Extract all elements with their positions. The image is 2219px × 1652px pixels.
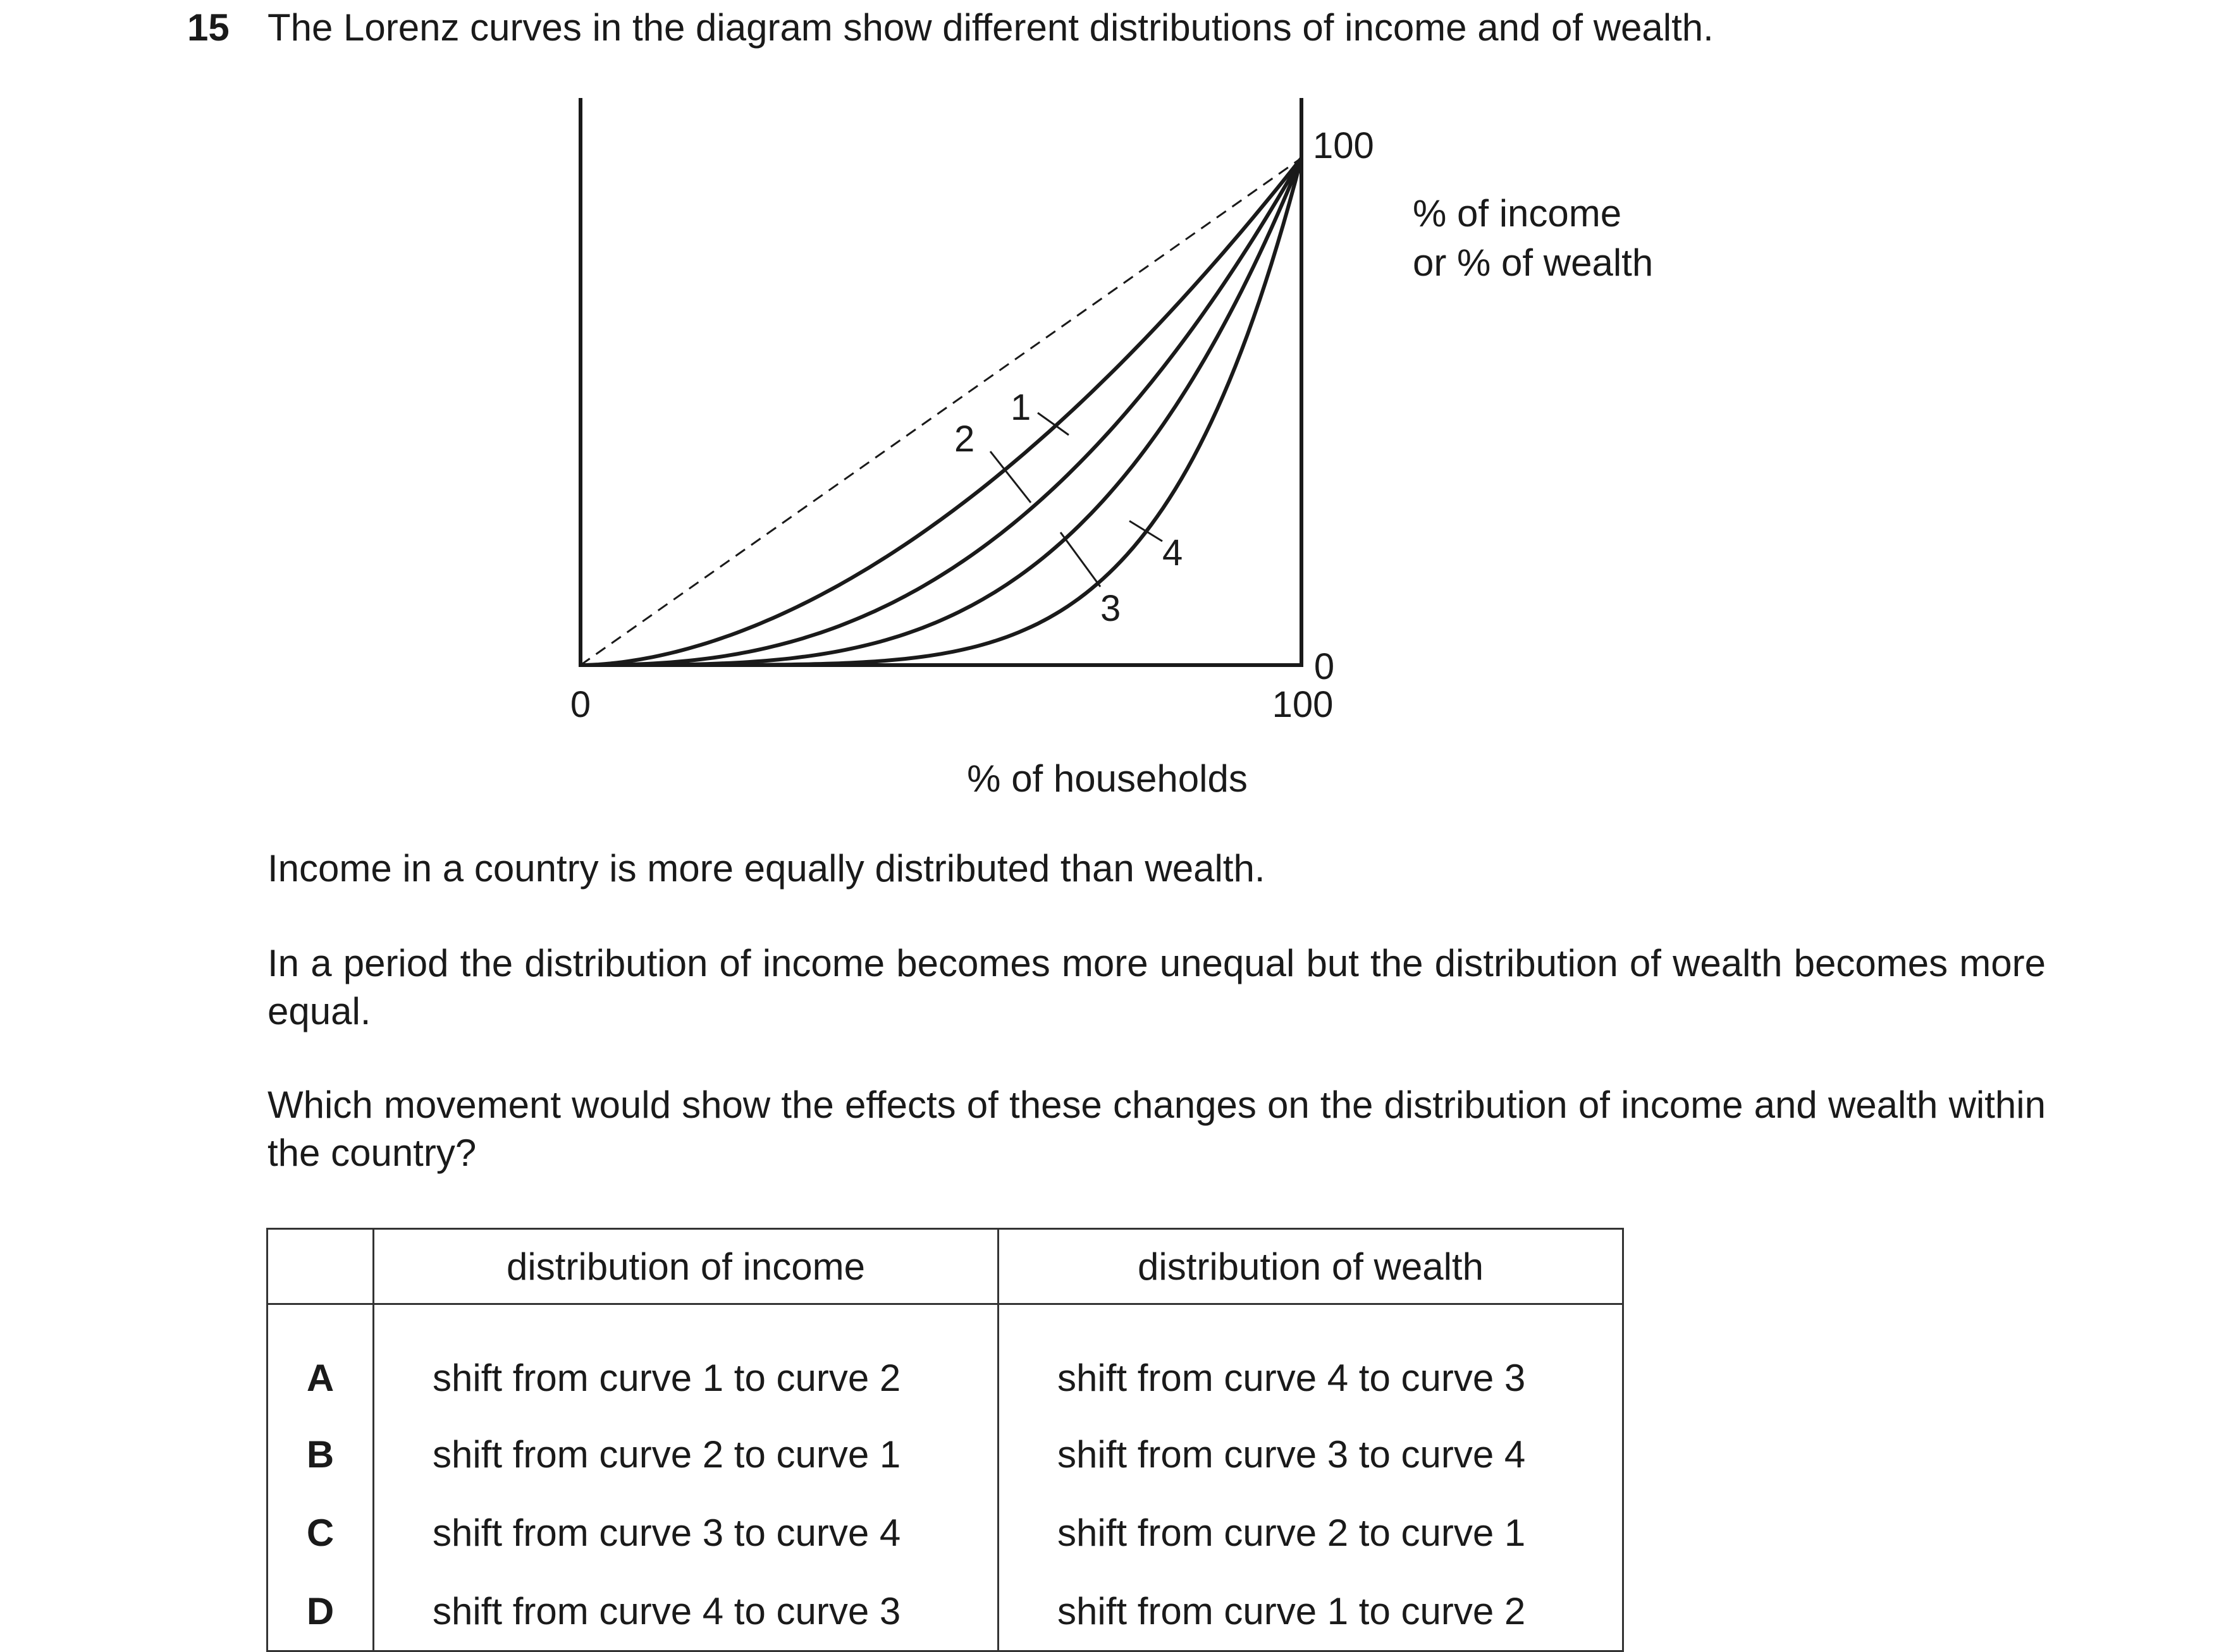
curve-label-2: 2 — [954, 419, 975, 460]
curve-label-3: 3 — [1100, 588, 1121, 629]
paragraph-3: Which movement would show the effects of these changes on the distribution of income and wealth within the country? — [267, 1084, 2046, 1174]
curve-label-1: 1 — [1011, 387, 1031, 428]
y-axis-title-line2: or % of wealth — [1413, 242, 1654, 284]
option-letter: B — [267, 1415, 374, 1493]
x-end-label: 100 — [1272, 684, 1334, 725]
table-header-wealth: distribution of wealth — [999, 1229, 1623, 1304]
option-wealth: shift from curve 4 to curve 3 — [999, 1304, 1623, 1416]
answer-options-table — [266, 1228, 1624, 1652]
line-of-equality — [581, 158, 1301, 665]
option-wealth: shift from curve 3 to curve 4 — [999, 1415, 1623, 1493]
option-row-d[interactable] — [267, 1572, 1623, 1651]
option-letter: C — [267, 1493, 374, 1572]
option-income: shift from curve 1 to curve 2 — [374, 1304, 999, 1416]
question-stem: The Lorenz curves in the diagram show different distributions of income and of wealth. — [267, 6, 1714, 49]
option-row-c[interactable] — [267, 1493, 1623, 1572]
option-letter: A — [267, 1304, 374, 1416]
x-axis-title: % of households — [967, 757, 1248, 800]
option-income: shift from curve 4 to curve 3 — [374, 1572, 999, 1651]
option-wealth: shift from curve 1 to curve 2 — [999, 1572, 1623, 1651]
curve-3-leader — [1060, 532, 1100, 587]
option-income: shift from curve 2 to curve 1 — [374, 1415, 999, 1493]
table-header-row — [267, 1229, 1623, 1304]
option-letter: D — [267, 1572, 374, 1651]
table-header-income: distribution of income — [374, 1229, 999, 1304]
paragraph-2: In a period the distribution of income becomes more unequal but the distribution of wealth becomes more equal. — [267, 942, 2046, 1032]
curve-4-leader — [1129, 521, 1162, 541]
y-top-label: 100 — [1313, 125, 1374, 166]
y-bottom-label: 0 — [1313, 646, 1335, 687]
question-number: 15 — [187, 6, 230, 49]
option-row-b[interactable] — [267, 1415, 1623, 1493]
x-origin-label: 0 — [570, 684, 591, 725]
option-income: shift from curve 3 to curve 4 — [374, 1493, 999, 1572]
table-header-blank — [267, 1229, 374, 1304]
option-row-a[interactable] — [267, 1304, 1623, 1416]
paragraph-1: Income in a country is more equally distributed than wealth. — [267, 847, 1265, 890]
y-axis-title-line1: % of income — [1413, 192, 1622, 235]
option-wealth: shift from curve 2 to curve 1 — [999, 1493, 1623, 1572]
curve-label-4: 4 — [1162, 532, 1183, 573]
